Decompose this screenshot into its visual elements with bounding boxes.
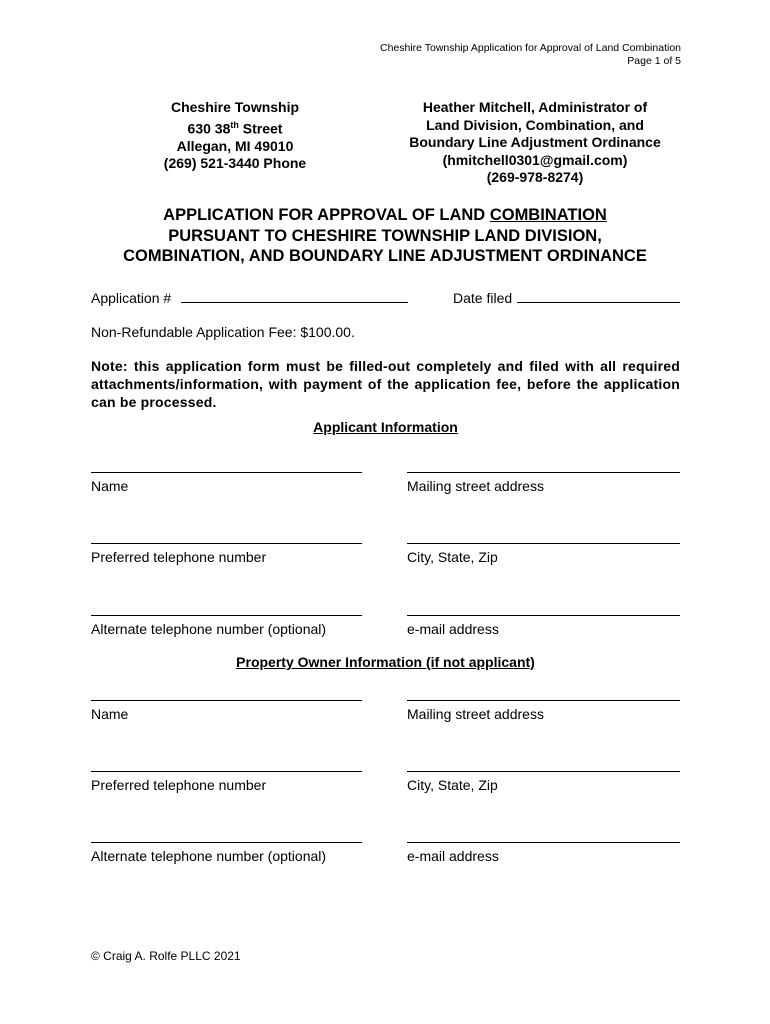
township-block [120,99,350,173]
owner-section-heading: Property Owner Information (if not applicant) [236,654,535,670]
street-suffix: th [230,119,239,130]
street-name: Street [238,120,283,137]
application-fee: Non-Refundable Application Fee: $100.00. [91,324,355,340]
applicant-email-field[interactable] [407,615,680,616]
owner-phone-field[interactable] [91,771,362,772]
owner-name-field[interactable] [91,700,362,701]
admin-line2: Land Division, Combination, and [426,116,644,133]
header-doc-title: Cheshire Township Application for Approval of Land Combination [380,42,681,54]
street-number: 630 38 [187,120,231,137]
applicant-phone-label: Preferred telephone number [91,549,267,565]
applicant-name-field[interactable] [91,472,362,473]
applicant-city-field[interactable] [407,543,680,544]
applicant-name-label: Name [91,478,129,494]
title-combination-word: COMBINATION [489,206,607,224]
admin-email: (hmitchell0301@gmail.com) [442,151,628,168]
admin-line1: Heather Mitchell, Administrator of [422,99,648,115]
title-line2: PURSUANT TO CHESHIRE TOWNSHIP LAND DIVISION, [168,226,602,245]
application-number-label: Application # [91,290,172,306]
applicant-section-heading: Applicant Information [313,419,458,435]
township-phone: (269) 521-3440 Phone [163,155,307,172]
title-line1-text: APPLICATION FOR APPROVAL OF LAND [163,206,490,224]
applicant-mailing-field[interactable] [407,472,680,473]
owner-city-field[interactable] [407,771,680,772]
administrator-block [380,99,690,187]
title-line3: COMBINATION, AND BOUNDARY LINE ADJUSTMENT ORDINANCE [123,247,647,265]
applicant-phone-field[interactable] [91,543,362,544]
note-paragraph: Note: this application form must be filled-out completely and filed with all required attachments/information, with payment of the application fee, before the application can be processed. [91,358,680,410]
title-line1 [60,205,710,226]
township-street [120,117,350,138]
application-number-field[interactable] [181,302,408,303]
owner-email-label: e-mail address [407,848,499,864]
township-city: Allegan, MI 49010 [176,137,294,154]
owner-phone-label: Preferred telephone number [91,777,267,793]
owner-mailing-field[interactable] [407,700,680,701]
owner-mailing-label: Mailing street address [407,706,544,722]
applicant-alt-phone-label: Alternate telephone number (optional) [91,621,327,637]
applicant-email-label: e-mail address [407,621,499,637]
form-title [60,205,710,267]
owner-city-label: City, State, Zip [407,777,498,793]
owner-email-field[interactable] [407,842,680,843]
owner-alt-phone-field[interactable] [91,842,362,843]
header-page-number: Page 1 of 5 [627,55,681,67]
document-header [380,42,681,68]
admin-line3: Boundary Line Adjustment Ordinance [409,134,661,150]
applicant-mailing-label: Mailing street address [407,478,544,494]
applicant-alt-phone-field[interactable] [91,615,362,616]
owner-alt-phone-label: Alternate telephone number (optional) [91,848,327,864]
date-filed-field[interactable] [517,302,680,303]
applicant-city-label: City, State, Zip [407,549,498,565]
date-filed-label: Date filed [453,290,513,306]
admin-phone: (269-978-8274) [486,169,584,185]
owner-name-label: Name [91,706,129,722]
township-name: Cheshire Township [170,99,300,115]
footer-copyright: © Craig A. Rolfe PLLC 2021 [91,949,241,963]
